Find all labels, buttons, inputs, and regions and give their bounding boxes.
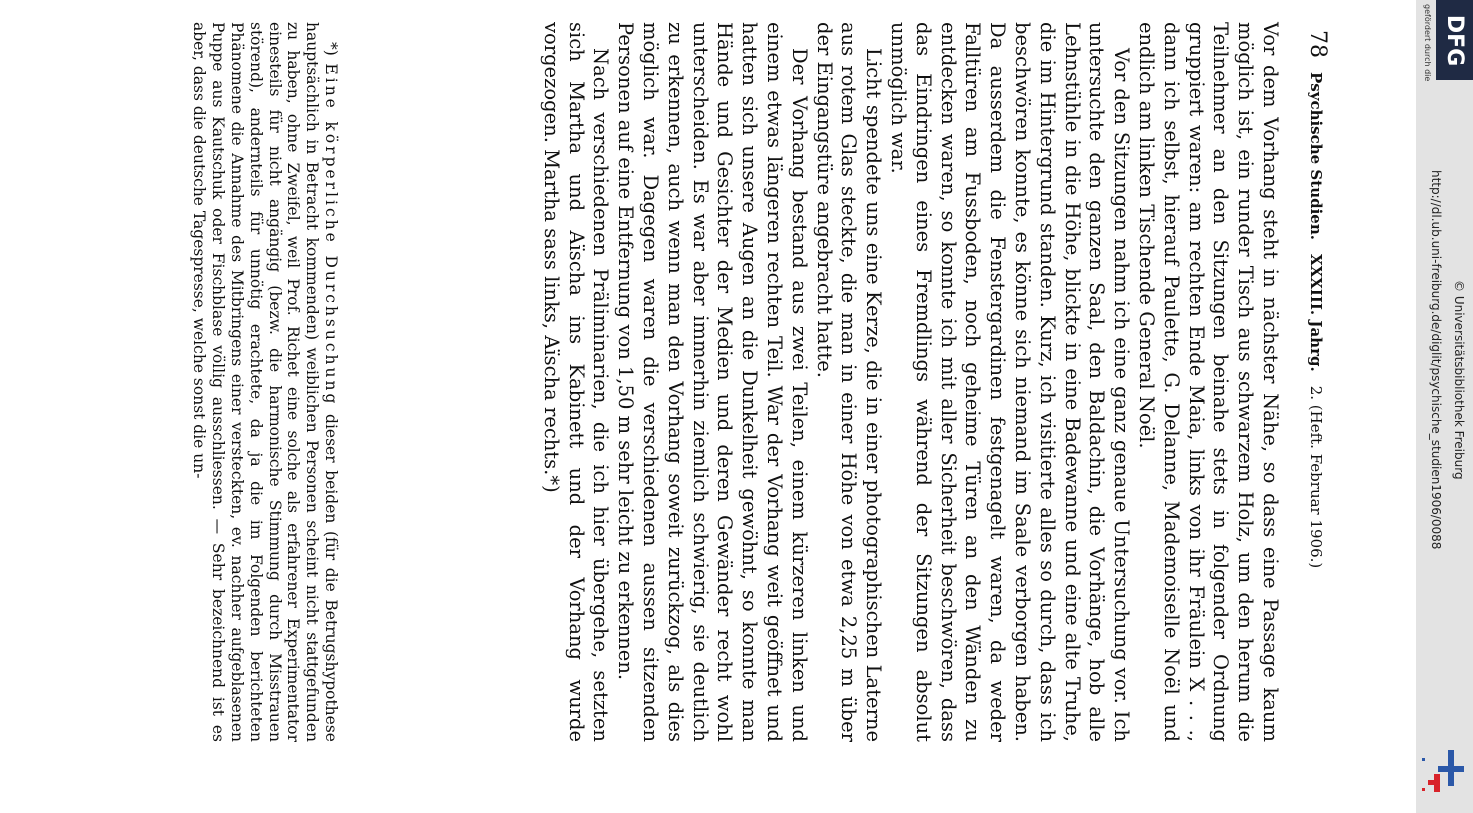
paragraph: Vor den Sitzungen nahm ich eine ganz genaue Untersuchung vor. Ich untersuchte den ganzen Saal, den Baldachin, die Vorhänge, hob alle Lehnstühle in die Höhe, blickte in eine Badewanne und eine alte Truhe, die im Hintergrund standen. Kurz, ich visitierte alles so durch, dass ich beschwören konnte, es könne sich niemand im Saale verborgen haben. Da ausserdem die Fenstergardinen festgenagelt waren, da weder Falltüren am Fussboden, noch geheime Türen an den Wänden zu entdecken waren, so konnte ich mit aller Sicherheit beschwören, dass das Eindringen eines Fremdlings während der Sitzungen absolut unmöglich war. [887,22,1134,742]
footnote-text: dieser beiden (für die Betrugshypothese hauptsächlich in Betracht kommenden) weiblichen Personen scheint nicht stattgefunden zu haben, ohne Zweifel, weil Prof. Richet eine solche als erfahrener Experimentator einesteils für nicht angängig (bezw. die harmonische Stimmung durch Misstrauen störend), andernteils für unnötig erachtete, da ja die im Folgenden berichteten Phänomene die Annahme des Mitbringens einer versteckten, ev. nachher aufgeblasenen Puppe aus Kautschuk oder Fischblase völlig ausschliessen. — Sehr bezeichnend ist es aber, dass die deutsche Tagespresse, welche sonst die un- [190,22,340,742]
dfg-funding-note: gefördert durch die [1423,4,1432,82]
paragraph: Der Vorhang bestand aus zwei Teilen, einem kürzeren linken und einem etwas längeren rechten Teil. War der Vorhang weit geöffnet und hatten sich unsere Augen an die Dunkelheit gewöhnt, so konnte man Hände und Gesichter der Medien und deren Gewänder recht wohl unterscheiden. Es war aber immerhin ziemlich schwierig, sie deutlich zu erkennen, auch wenn man den Vorhang soweit zurückzog, als dies möglich war. Dagegen waren die verschiedenen aussen sitzenden Personen auf eine Entfernung von 1,50 m sehr leicht zu erkennen. [614,22,811,742]
running-header [1306,30,1330,710]
footnote-term: Eine körperliche Durchsuchung [322,63,340,407]
footnote-marker: *) [322,42,340,56]
volume-label: XXXIII. Jahrg. [1307,253,1325,372]
permalink-url[interactable]: http://dl.ub.uni-freiburg.de/diglit/psychische_studien1906/0088 [1429,170,1443,550]
paragraph: Vor dem Vorhang steht in nächster Nähe, so dass eine Passage kaum möglich ist, ein runder Tisch aus schwarzem Holz, um den herum die Teilnehmer an den Sitzungen beinahe stets in folgender Ordnung gruppiert waren: am rechten Ende Maia, links von ihr Fräulein X . . ., dann ich selbst, hierauf Paulette, G. Delanne, Mademoiselle Noël und endlich am linken Tischende General Noël. [1135,22,1282,742]
dfg-logo: DFG [1436,0,1473,80]
copyright-credit: © Universitätsbibliothek Freiburg [1452,280,1466,480]
page-number: 78 [1305,30,1330,58]
paragraph: Licht spendete uns eine Kerze, die in einer photographischen Laterne aus rotem Glas steckte, die man in einer Höhe von etwa 2,25 m über der Eingangstüre angebracht hatte. [812,22,886,742]
footnote [190,22,340,742]
journal-title: Psychische Studien. [1307,72,1325,240]
paragraph: Nach verschiedenen Präliminarien, die ich hier übergehe, setzten sich Martha und Aïscha ins Kabinett und der Vorhang wurde vorgezogen. Martha sass links, Aïscha rechts.*) [539,22,613,742]
issue-label: 2. (Heft. Februar 1906.) [1307,385,1325,569]
university-library-logo [1420,744,1470,804]
body-text [538,22,1282,742]
